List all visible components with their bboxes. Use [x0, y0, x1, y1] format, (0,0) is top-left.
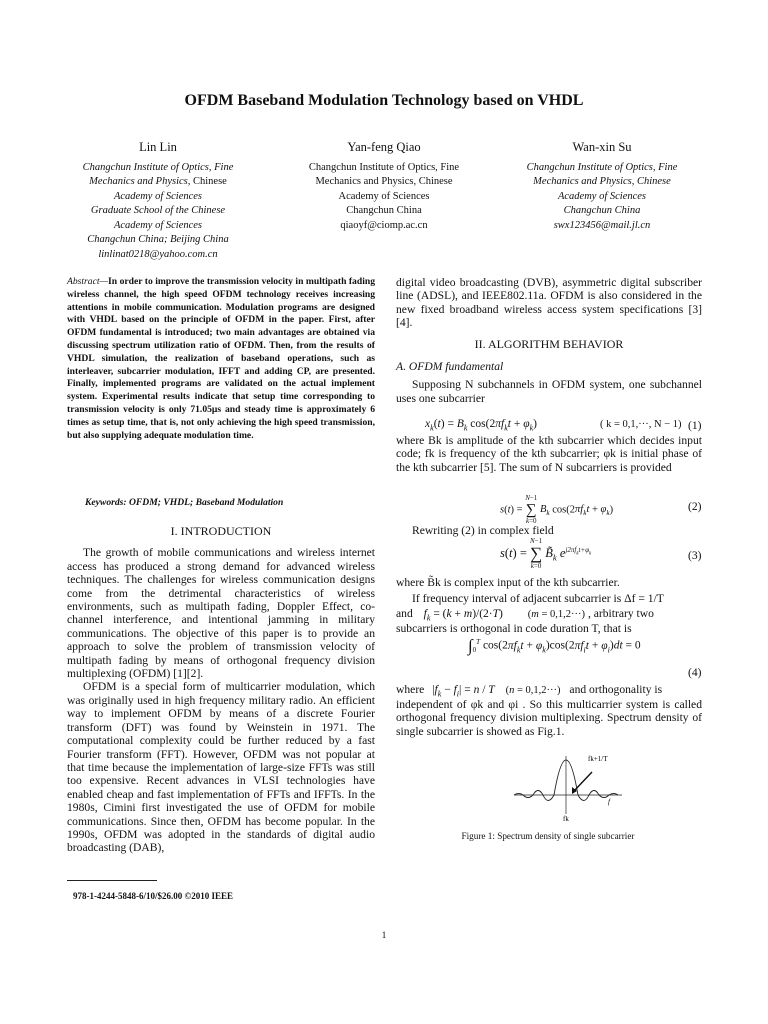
equation-1-range: ( k = 0,1,···, N − 1)	[600, 419, 682, 430]
right-column-top	[396, 276, 702, 405]
paragraph: Supposing N subchannels in OFDM system, one subchannel uses one subcarrier	[396, 378, 702, 405]
figure-label-fk: fk	[563, 815, 569, 823]
paragraph: where B̃k is complex input of the kth subcarrier.	[396, 576, 620, 589]
author-block-2	[274, 140, 494, 233]
affiliation-line: Changchun Institute of Optics, Fine	[82, 161, 234, 173]
affiliation-line: Graduate School of the Chinese	[90, 205, 226, 216]
text-span: , arbitrary two	[587, 607, 654, 620]
affiliation-line: Academy of Sciences	[557, 190, 647, 202]
affiliation-line: Mechanics and Physics, Chinese	[533, 176, 671, 187]
affiliation-line: Academy of Sciences	[338, 190, 430, 202]
affiliation-line: Changchun China; Beijing China	[87, 234, 229, 245]
affiliation-line: Mechanics and Physics, Chinese	[315, 176, 453, 187]
author-name: Lin Lin	[139, 140, 177, 154]
affiliation-line: Changchun China	[563, 205, 641, 216]
affiliation-line: Changchun Institute of Optics, Fine	[526, 161, 678, 173]
equation-number: (2)	[688, 500, 702, 513]
equation-number: (1)	[688, 419, 702, 432]
equation-number: (4)	[688, 666, 702, 679]
paragraph-block	[396, 434, 702, 474]
equation-3: s(t) = N−1 ∑ k=0 $B̃_k$ $e^{j2\pi f_kt+\varphi_k}$	[500, 537, 592, 570]
arrow-line	[574, 772, 592, 791]
inline-math: $|f_k - f_i| = n / T$	[432, 684, 495, 699]
subsection-heading: A. OFDM fundamental	[396, 360, 504, 374]
section-heading-algorithm: II. ALGORITHM BEHAVIOR	[474, 336, 624, 351]
paragraph: digital video broadcasting (DVB), asymmetric digital subscriber line (ADSL), and IEEE802.11a. OFDM is also considered in the new fixed broadband wireless access system specifications [3] [4].	[396, 276, 702, 330]
keywords: Keywords: OFDM; VHDL; Baseband Modulation	[85, 497, 284, 508]
left-column	[67, 525, 375, 855]
affiliation-line: Changchun Institute of Optics, Fine	[308, 161, 460, 173]
inline-math: (n = 0,1,2···)	[505, 685, 561, 696]
figure-label-f: f	[608, 798, 610, 806]
text-span: and	[396, 607, 413, 620]
author-block-3	[492, 140, 712, 233]
affiliation-line: Changchun China	[346, 205, 422, 216]
figure-caption: Figure 1: Spectrum density of single subcarrier	[461, 831, 635, 841]
equation-1: $x_k(t) = B_k$ $\cos(2\pi f_kt + \varphi_k)$	[425, 418, 538, 433]
section-heading-introduction: I. INTRODUCTION	[170, 524, 272, 538]
copyright-footnote: 978-1-4244-5848-6/10/$26.00 ©2010 IEEE	[73, 891, 233, 901]
author-email: swx123456@mail.jl.cn	[553, 219, 651, 231]
affiliation-line: Academy of Sciences	[113, 219, 203, 231]
footnote-rule	[67, 880, 157, 881]
paper-title: OFDM Baseband Modulation Technology based on VHDL	[184, 92, 584, 109]
author-block-1	[48, 140, 268, 262]
equation-number: (3)	[688, 549, 702, 562]
affiliation-line: Academy of Sciences	[113, 190, 203, 202]
equation-4: $\int_0^T$ $\cos(2\pi f_kt + \varphi_k)\cos(2\pi f_it + \varphi_i)dt = 0$	[468, 636, 641, 655]
paragraph: OFDM is a special form of multicarrier modulation, which was originally used in high frequency military radio. An efficient way to implement OFDM by means of a discrete Fourier transform (DFT) was found by Weinstein in 1971. The computational complexity could be further reduced by a fast Fourier transform (FFT). However, OFDM was not popular at that time because the implementation of large-size FFTs was still too expensive. Recent advances in VLSI technologies have enabled cheap and fast implementation of FFTs and IFFTs. In the 1980s, Cimini first investigated the use of OFDM for mobile communications. Since then, OFDM has become popular. In the 1990s, OFDM was adopted in the standards of digital audio broadcasting (DAB),	[67, 680, 375, 855]
paragraph: Rewriting (2) in complex field	[412, 524, 554, 537]
equation-2: s(t) = N−1 ∑ k=0 $B_k$ $\cos(2\pi f_kt + \varphi_k)$	[500, 494, 614, 525]
author-name: Yan-feng Qiao	[347, 140, 421, 154]
abstract-text: In order to improve the transmission velocity in multipath fading wireless channel, the high speed OFDM technology receives increasing attentions in mobile communication. Modulation programs are designed with VHDL based on the principle of OFDM in the paper. First, after OFDM fundamental is introduced; two main advantages are obtained via discussing spectrum utilization ratio of OFDM. Then, from the results of VHDL simulation, the realization of baseband operations, such as interleaver, subcarrier modulation, IFFT and adding CP, are presented. Finally, implemented programs are validated on the actual implement system. Experimental results indicate that setup time corresponding to transmission velocity is only 71.05μs and steady time is approximately 6 times as setup time, that is, not only achieving the high speed transmission, but also supplying adequate modulation time.	[67, 276, 375, 441]
author-name: Wan-xin Su	[572, 140, 632, 154]
text-span: where	[396, 683, 425, 696]
author-email: qiaoyf@ciomp.ac.cn	[340, 219, 428, 231]
inline-math: $f_k = (k + m)/(2\cdot T)$	[423, 608, 503, 623]
figure-label-fk-plus: fk+1/T	[588, 755, 608, 763]
affiliation-line: Mechanics and Physics, Chinese	[89, 176, 227, 187]
paragraph: where Bk is amplitude of the kth subcarrier which decides input code; fk is frequency of the kth subcarrier; φk is initial phase of the kth subcarrier [5]. The sum of N subcarriers is provided	[396, 434, 702, 474]
inline-math: (m = 0,1,2···)	[527, 609, 586, 620]
paragraph-line: subcarriers is orthogonal in code duration T, that is	[396, 622, 632, 635]
figure-spectrum-density	[510, 748, 630, 823]
abstract	[67, 276, 375, 442]
paragraph: independent of φk and φi . So this multicarrier system is called orthogonal frequency division multiplexing. Spectrum density of single subcarrier is showed as Fig.1.	[396, 698, 702, 738]
paragraph: If frequency interval of adjacent subcarrier is Δf = 1/T	[412, 592, 664, 605]
page-number: 1	[381, 931, 387, 941]
abstract-lead: Abstract—	[67, 276, 109, 287]
text-span: and orthogonality is	[569, 683, 663, 696]
author-email: linlinat0218@yahoo.com.cn	[98, 248, 218, 260]
paragraph: The growth of mobile communications and wireless internet access has produced a strong demand for advanced wireless techniques. The challenges for wireless communication designs come from the detrimental characteristics of wireless environments, such as multipath fading, Doppler Effect, co-channel interference, and intentional jamming in military communications. The objective of this paper is to provide an approach to solve the problem of transmission velocity of multipath fading by means of orthogonal frequency division multiplexing (OFDM) [1][2].	[67, 546, 375, 681]
